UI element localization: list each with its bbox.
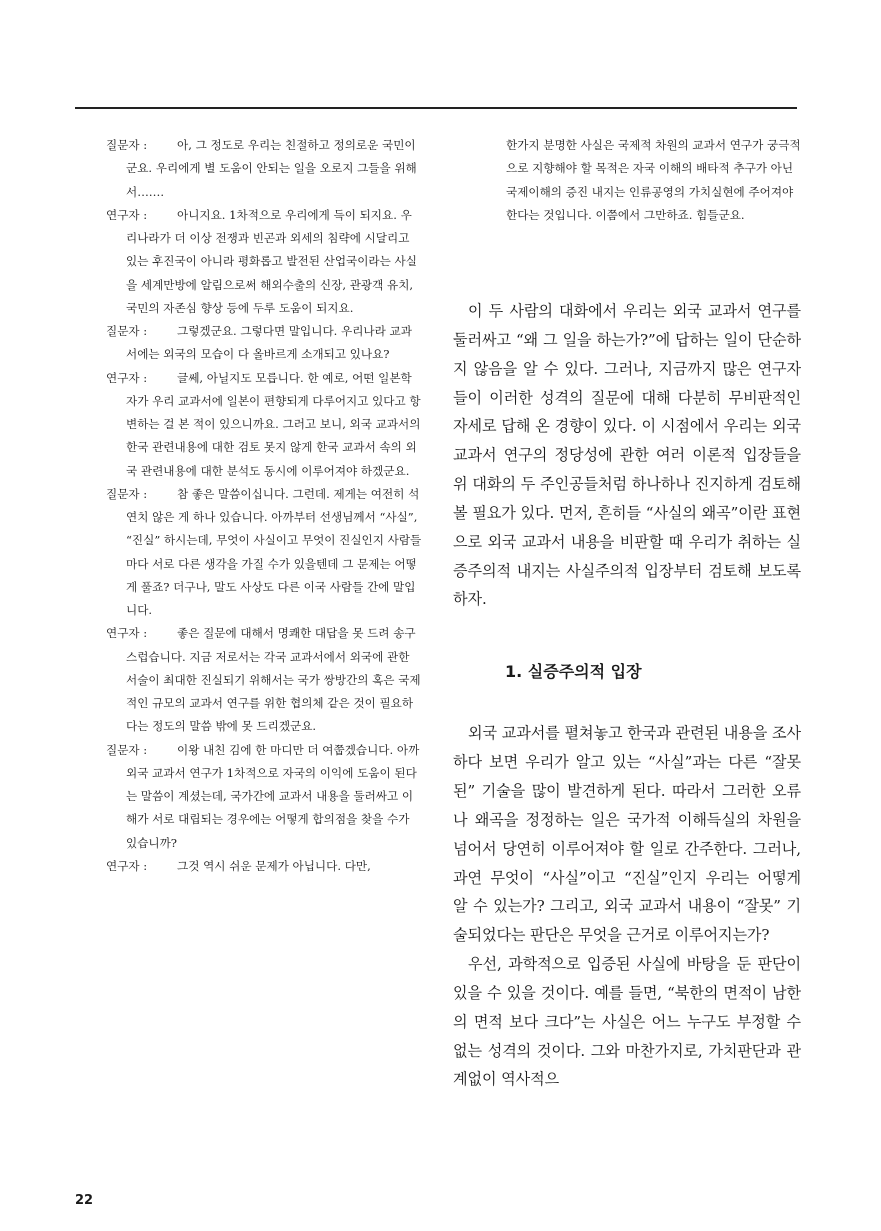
dialogue-entry <box>106 855 422 878</box>
body-paragraph: 이 두 사람의 대화에서 우리는 외국 교과서 연구를 둘러싸고 “왜 그 일을 하는가?”에 답하는 일이 단순하지 않음을 알 수 있다. 그러나, 지금까지 많은 연구자들이 이러한 성격의 질문에 대해 다분히 무비판적인 자세로 답해 온 경향이 있다. 이 시점에서 우리는 외국 교과서 연구의 정당성에 관한 여러 이론적 입장들을 위 대화의 두 주인공들처럼 하나하나 진지하게 검토해 볼 필요가 있다. 먼저, 흔히들 “사실의 왜곡”이란 표현으로 외국 교과서 내용을 비판할 때 우리가 취하는 실증주의적 내지는 사실주의적 입장부터 검토해 보도록 하자. <box>453 302 801 609</box>
section-heading: 1. 실증주의적 입장 <box>505 662 642 682</box>
dialogue-entry <box>106 320 422 367</box>
dialogue-continuation: 한가지 분명한 사실은 국제적 차원의 교과서 연구가 궁극적으로 지향해야 할 목적은 자국 이해의 배타적 추구가 아닌 국제이해의 증진 내지는 인류공영의 가치실현에 주어져야 한다는 것입니다. 이쯤에서 그만하죠. 힘들군요. <box>506 138 801 222</box>
dialogue-text: 이왕 내친 김에 한 마디만 더 여쭙겠습니다. 아까 외국 교과서 연구가 1차적으로 자국의 이익에 도움이 된다는 말씀이 계셨는데, 국가간에 교과서 내용을 둘러싸고 이해가 서로 대립되는 경우에는 어떻게 합의점을 찾을 수가 있습니까? <box>126 742 420 850</box>
dialogue-text: 아니지요. 1차적으로 우리에게 득이 되지요. 우리나라가 더 이상 전쟁과 빈곤과 외세의 침략에 시달리고 있는 후진국이 아니라 평화롭고 발전된 산업국이라는 사실을 세계만방에 알림으로써 해외수출의 신장, 관광객 유치, 국민의 자존심 향상 등에 두루 도움이 되지요. <box>126 207 417 315</box>
right-column <box>453 134 801 1094</box>
dialogue-text: 그것 역시 쉬운 문제가 아닙니다. 다만, <box>177 858 371 873</box>
dialogue-entry <box>106 204 422 320</box>
dialogue-entry <box>106 134 422 204</box>
dialogue-entry <box>106 367 422 483</box>
body-paragraph: 외국 교과서를 펼쳐놓고 한국과 관련된 내용을 조사하다 보면 우리가 알고 있는 “사실”과는 다른 “잘못된” 기술을 많이 발견하게 된다. 따라서 그러한 오류나 왜곡을 정정하는 일은 국가적 이해득실의 차원을 넘어서 당연히 이루어져야 할 일로 간주한다. 그러나, 과연 무엇이 “사실”이고 “진실”인지 우리는 어떻게 알 수 있는가? 그리고, 외국 교과서 내용이 “잘못” 기술되었다는 판단은 무엇을 근거로 이루어지는가? <box>453 724 801 945</box>
dialogue-entry <box>106 739 422 855</box>
speaker-label: 연구자 : <box>106 858 148 873</box>
dialogue-entry <box>106 622 422 738</box>
dialogue-text: 참 좋은 말씀이십니다. 그런데. 제게는 여전히 석연치 않은 게 하나 있습니다. 아까부터 선생님께서 “사실”, “진실” 하시는데, 무엇이 사실이고 무엇이 진실인지 사람들마다 서로 다른 생각을 가질 수가 있을텐데 그 문제는 어떻게 풀죠? 더구나, 말도 사상도 다른 이국 사람들 간에 말입니다. <box>126 486 422 617</box>
dialogue-text: 그렇겠군요. 그렇다면 말입니다. 우리나라 교과서에는 외국의 모습이 다 올바르게 소개되고 있나요? <box>126 324 412 362</box>
speaker-label: 연구자 : <box>106 207 148 222</box>
speaker-label: 질문자 : <box>106 324 148 338</box>
speaker-label: 연구자 : <box>106 626 148 641</box>
body-paragraph: 우선, 과학적으로 입증된 사실에 바탕을 둔 판단이 있을 수 있을 것이다. 예를 들면, “북한의 면적이 남한의 면적 보다 크다”는 사실은 어느 누구도 부정할 수 없는 성격의 것이다. 그와 마찬가지로, 가치판단과 관계없이 역사적으 <box>453 955 801 1089</box>
speaker-label: 질문자 : <box>106 742 148 757</box>
speaker-label: 질문자 : <box>106 138 148 152</box>
left-column <box>106 134 422 878</box>
dialogue-entry <box>106 483 422 623</box>
page-number: 22 <box>75 1193 94 1208</box>
dialogue-text: 글쎄, 아닐지도 모릅니다. 한 예로, 어떤 일본학자가 우리 교과서에 일본이 편향되게 다루어지고 있다고 항변하는 걸 본 적이 있으니까요. 그러고 보니, 외국 교과서의 한국 관련내용에 대한 검토 못지 않게 한국 교과서 속의 외국 관련내용에 대한 분석도 동시에 이루어져야 하겠군요. <box>126 370 421 478</box>
header-rule <box>75 107 797 109</box>
speaker-label: 연구자 : <box>106 370 148 385</box>
dialogue-text: 좋은 질문에 대해서 명쾌한 대답을 못 드려 송구스럽습니다. 지금 저로서는 각국 교과서에서 외국에 관한 서술이 최대한 진실되기 위해서는 국가 쌍방간의 혹은 국제적인 규모의 교과서 연구를 위한 협의체 같은 것이 필요하다는 정도의 말씀 밖에 못 드리겠군요. <box>126 626 421 734</box>
dialogue-text: 아, 그 정도로 우리는 친절하고 정의로운 국민이군요. 우리에게 별 도움이 안되는 일을 오로지 그들을 위해서……. <box>126 138 417 199</box>
speaker-label: 질문자 : <box>106 486 148 501</box>
